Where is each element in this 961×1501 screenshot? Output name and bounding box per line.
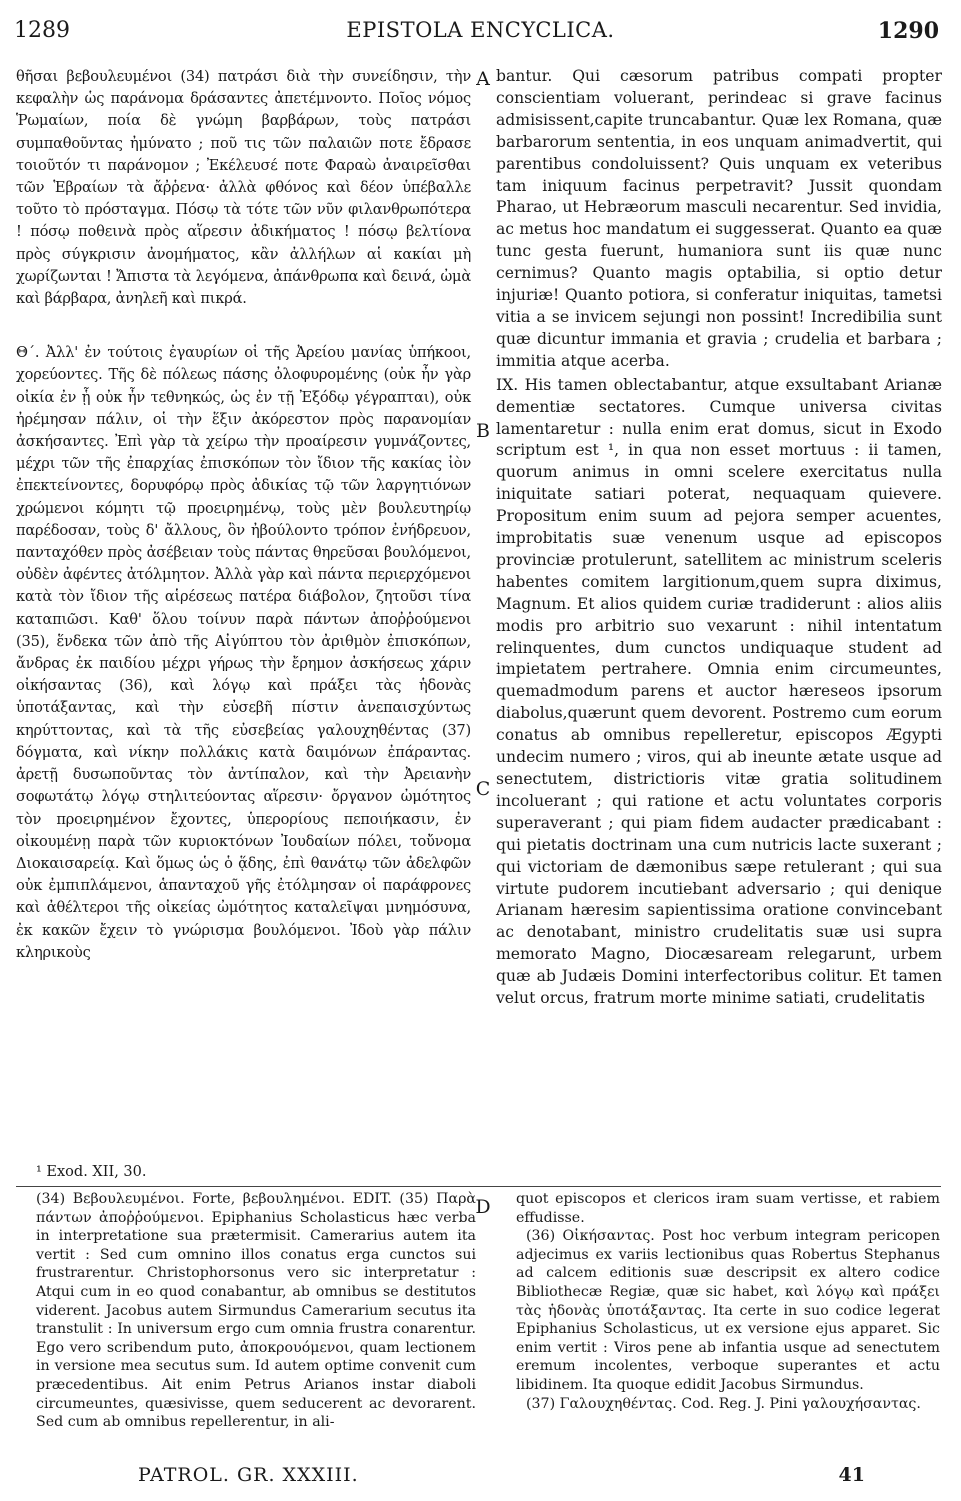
margin-marker-b: B (476, 420, 490, 442)
latin-paragraph-1: bantur. Qui cæsorum patribus compati propter conscientiam voluerant, perindeac si grave facinus admisissent,capite truncabantur. Quæ lex Romana, quæ barbarorum sententia, in eos unquam animadvertit, qui parentibus condoluissent? Quis unquam ex veteribus tam iniquum facinus perpetravit? Jussit quondam Pharao, ut Hebræorum masculi necarentur. Sed invidia, ac metus hoc mandatum ei suggesserat. Quanto ea quæ tunc gesta fuerunt, humaniora sunt iis quæ nunc cernimus? Quanto magis optabilia, si optio detur injuriæ! Quanto potiora, si conferatur iniquitas, tametsi vitia a se invicem sejungi non possint! Incredibilia sunt quæ dicuntur immania et gravia ; crudelia et barbara ; immitia atque acerba. (496, 67, 942, 370)
latin-column (496, 66, 942, 1010)
page-number-left: 1289 (14, 18, 70, 43)
exodus-footnote: ¹ Exod. XII, 30. (36, 1164, 147, 1180)
signature-mark: 41 (838, 1464, 865, 1486)
greek-paragraph-1: θῆσαι βεβουλευμένοι (34) πατράσι διὰ τὴν συνείδησιν, τὴν κεφαλὴν ὡς παράνομα δράσαντες ἀπετέμνοντο. Ποῖος νόμος Ῥωμαίων, ποία δὲ γνώμη βαρβάρων, τοὺς πατράσι συμπαθοῦντας ἠμύνατο ; ποῦ τις τῶν παλαιῶν ποτε ἔδρασε τοιοῦτόν τι παράνομον ; Ἐκέλευσέ ποτε Φαραὼ ἀναιρεῖσθαι τῶν Ἑβραίων τὰ ἄῤῥενα· ἀλλὰ φθόνος καὶ δέον ὑπέβαλλε τοῦτο τὸ πρόσταγμα. Πόσῳ τὰ τότε τῶν νῦν φιλανθρωπότερα ! πόσῳ ποθεινὰ πρὸς αἵρεσιν ἀδικήματος ! πόσῳ βελτίονα πρὸς σύγκρισιν ἀνομήματος, κἂν ἀλλήλων αἱ κακίαι μὴ χωρίζωνται ! Ἄπιστα τὰ λεγόμενα, ἀπάνθρωπα καὶ δεινά, ὠμὰ καὶ βάρβαρα, ἀνηλεῆ καὶ πικρά. (16, 68, 471, 308)
greek-paragraph-2: Θ΄. Ἀλλ' ἐν τούτοις ἐγαυρίων οἱ τῆς Ἀρείου μανίας ὑπήκοοι, χορεύοντες. Τῆς δὲ πόλεως πάσης ὀλοφυρομένης (οὐκ ἦν γὰρ οἰκία ἐν ᾗ οὐκ ἦν τεθνηκώς, ὡς ἐν τῇ Ἐξόδῳ γέγραπται), οὐκ ἠρέμησαν πάλιν, οἱ τὴν ἕξιν ἀκόρεστον πρὸς παρανομίαν ἀσκήσαντες. Ἐπὶ γὰρ τὰ χείρω τὴν προαίρεσιν γυμνάζοντες, μέχρι τῶν τῆς ἐπαρχίας ἐπισκόπων τὸν ἴδιον τῆς κακίας ἰὸν ἐπεκτείνοντες, δορυφόρῳ πρὸς ἀδικίας τῷ τῶν λαργητιόνων χρώμενοι κόμητι τῷ προειρημένῳ, τοὺς μὲν βουλευτηρίῳ παρέδοσαν, τοὺς δ' ἄλλους, ὃν ἠβούλοντο τρόπον ἐνήδρευον, πανταχόθεν πρὸς ἀσέβειαν τοὺς πάντας θηρεῦσαι βουλόμενοι, οὐδὲν ἀφέντες ἀτόλμητον. Ἀλλὰ γὰρ καὶ πάντα περιερχόμενοι κατὰ τὸν ἴδιον τῆς αἱρέσεως πατέρα διάβολον, ζητοῦσι τίνα καταπιῶσι. Καθ' ὅλου τοίνυν παρὰ πάντων ἀποῤῥούμενοι (35), ἕνδεκα τῶν ἀπὸ τῆς Αἰγύπτου τὸν ἀριθμὸν ἐπισκόπων, ἄνδρας ἐκ παιδίου μέχρι γήρως τὴν ἔρημον ἀσκήσεως χάριν οἰκήσαντας (36), καὶ λόγῳ καὶ πράξει τὰς ἡδονὰς ὑποτάξαντας, καὶ τὴν εὐσεβῆ πίστιν ἀνεπαισχύντως κηρύττοντας, καὶ τὰ τῆς εὐσεβείας γαλουχηθέντας (37) δόγματα, καὶ νίκην πολλάκις κατὰ δαιμόνων ἐπάραντας. ἀρετῇ δυσωποῦντας τὸν ἀντίπαλον, καὶ τὴν Ἀρειανὴν σοφωτάτῳ λόγῳ στηλιτεύοντας αἵρεσιν· ὄργανον ὠμότητος τὸν προειρημένον ἔχοντες, ὑπερορίους πεποιήκασιν, ἐν οἰκουμένῃ παρὰ τῶν κυριοκτόνων Ἰουδαίων πόλει, τοὔνομα Διοκαισαρείᾳ. Καὶ ὅμως ὡς ὁ ᾅδης, ἐπὶ θανάτῳ τῶν ἀδελφῶν οὐκ ἐμπιπλάμενοι, ἁπανταχοῦ γῆς ἐτόλμησαν οἱ παράφρονες καὶ ἀθέλτεροι τῆς οἰκείας ὠμότητος καταλεῖψαι μνημόσυνα, ἐκ κακῶν ἔχειν τὸ γνώρισμα βουλόμενοι. Ἰδοὺ γὰρ πάλιν κληρικοὺς (16, 344, 471, 961)
notes-right-column (516, 1190, 940, 1413)
patrologia-citation: PATROL. GR. XXXIII. (138, 1464, 359, 1486)
latin-paragraph-2: IX. His tamen oblectabantur, atque exsultabant Arianæ dementiæ sectatores. Cumque universa civitas lamentaretur : nulla enim erat domus, sicut in Exodo scriptum est ¹, in qua non esset mortuus : ii tamen, quorum animus in omni scelere exercitatus nulla iniquitate satiari poterat, nequaquam quievere. Propositum enim suum ad pejora semper acuentes, improbitatis suæ venenum usque ad episcopos provinciæ protulerunt, satellitem ac ministrum sceleris habentes comitem largitionum,quem supra diximus, Magnum. Et alios quidem curiæ tradiderunt : alios aliis modis pro arbitrio suo vexarunt : nihil intentatum relinquentes, dum cunctos undiquaque student ad impietatem pertrahere. Omnia enim circumeuntes, quemadmodum parens et auctor hæreseos ipsorum diabolus,quærunt quem devorent. Postremo cum eorum conatus ab omnibus repelleretur, episcopos Ægypti undecim numero ; viros, qui ab ineunte ætate usque ad senectutem, districtioris vitæ gratia solitudinem incoluerant ; qui ratione et actu voluntates corporis superaverant ; qui piam fidem audacter prædicabant : qui pietatis doctrinam una cum nutricis lacte suxerant ; qui victoriam de dæmonibus sæpe retulerant ; qui sua virtute pudorem incutiebant adversario ; qui denique Arianam hæresim sapientissima oratione convincebant ac denotabant, ministro crudelitatis suæ usi supra memorato Magno, Diocæsaream relegarunt, urbem quæ ab Judæis Domini interfectoribus colitur. Et tamen velut orcus, fratrum morte minime satiati, crudelitatis (496, 375, 942, 1008)
notes-left-column (36, 1190, 476, 1432)
running-title: EPISTOLA ENCYCLICA. (346, 18, 615, 42)
margin-marker-a: A (476, 68, 490, 90)
notes-divider (16, 1186, 941, 1187)
running-header (0, 6, 961, 46)
greek-column (16, 66, 471, 964)
note-37: (37) Γαλουχηθέντας. Cod. Reg. J. Pini γαλουχήσαντας. (526, 1395, 921, 1412)
margin-marker-c: C (475, 778, 491, 800)
note-35-continued: quot episcopos et clericos iram suam vertisse, et rabiem effudisse. (516, 1191, 940, 1226)
margin-marker-d: D (475, 1196, 491, 1218)
page-number-right: 1290 (877, 18, 939, 44)
note-34-35: (34) Βεβουλευμένοι. Forte, βεβουλημένοι. EDIT. (35) Παρὰ πάντων ἀποῤῥούμενοι. Epiphanius Scholasticus hæc verba in interpretatione sua prætermisit. Camerarius autem ita vertit : Sed cum omnino illos conatus erga cunctos sui frustrarentur. Christophorsonus vero sic interpretatur : Atqui cum in eo quod conabantur, ab omnibus se destitutos viderent. Jacobus autem Sirmundus Camerarium secutus ita transtulit : In universum ergo cum omnia frustra conarentur. Ego vero scribendum puto, ἀποκρουόμενοι, quam lectionem in versione mea secutus sum. Id autem optime convenit cum præcedentibus. Ait enim Petrus Arianos instar diaboli circumeuntes, quæsivisse, quem seducerent ac devorarent. Sed cum ab omnibus repellerentur, in ali- (36, 1191, 476, 1431)
page-footer (0, 1462, 961, 1492)
note-36: (36) Οἰκήσαντας. Post hoc verbum integram pericopen adjecimus ex variis lectionibus quas Robertus Stephanus ad calcem editionis suæ descripsit ex altero codice Bibliothecæ Regiæ, quæ sic habet, καὶ λόγῳ καὶ πράξει τὰς ἡδονὰς ὑποτάξαντας. Ita certe in suo codice legerat Epiphanius Scholasticus, ut ex versione ejus apparet. Sic enim vertit : Viros pene ab infantia usque ad senectutem eremum incolentes, verboque superantes et actu libidinem. Ita quoque edidit Jacobus Sirmundus. (516, 1228, 940, 1393)
